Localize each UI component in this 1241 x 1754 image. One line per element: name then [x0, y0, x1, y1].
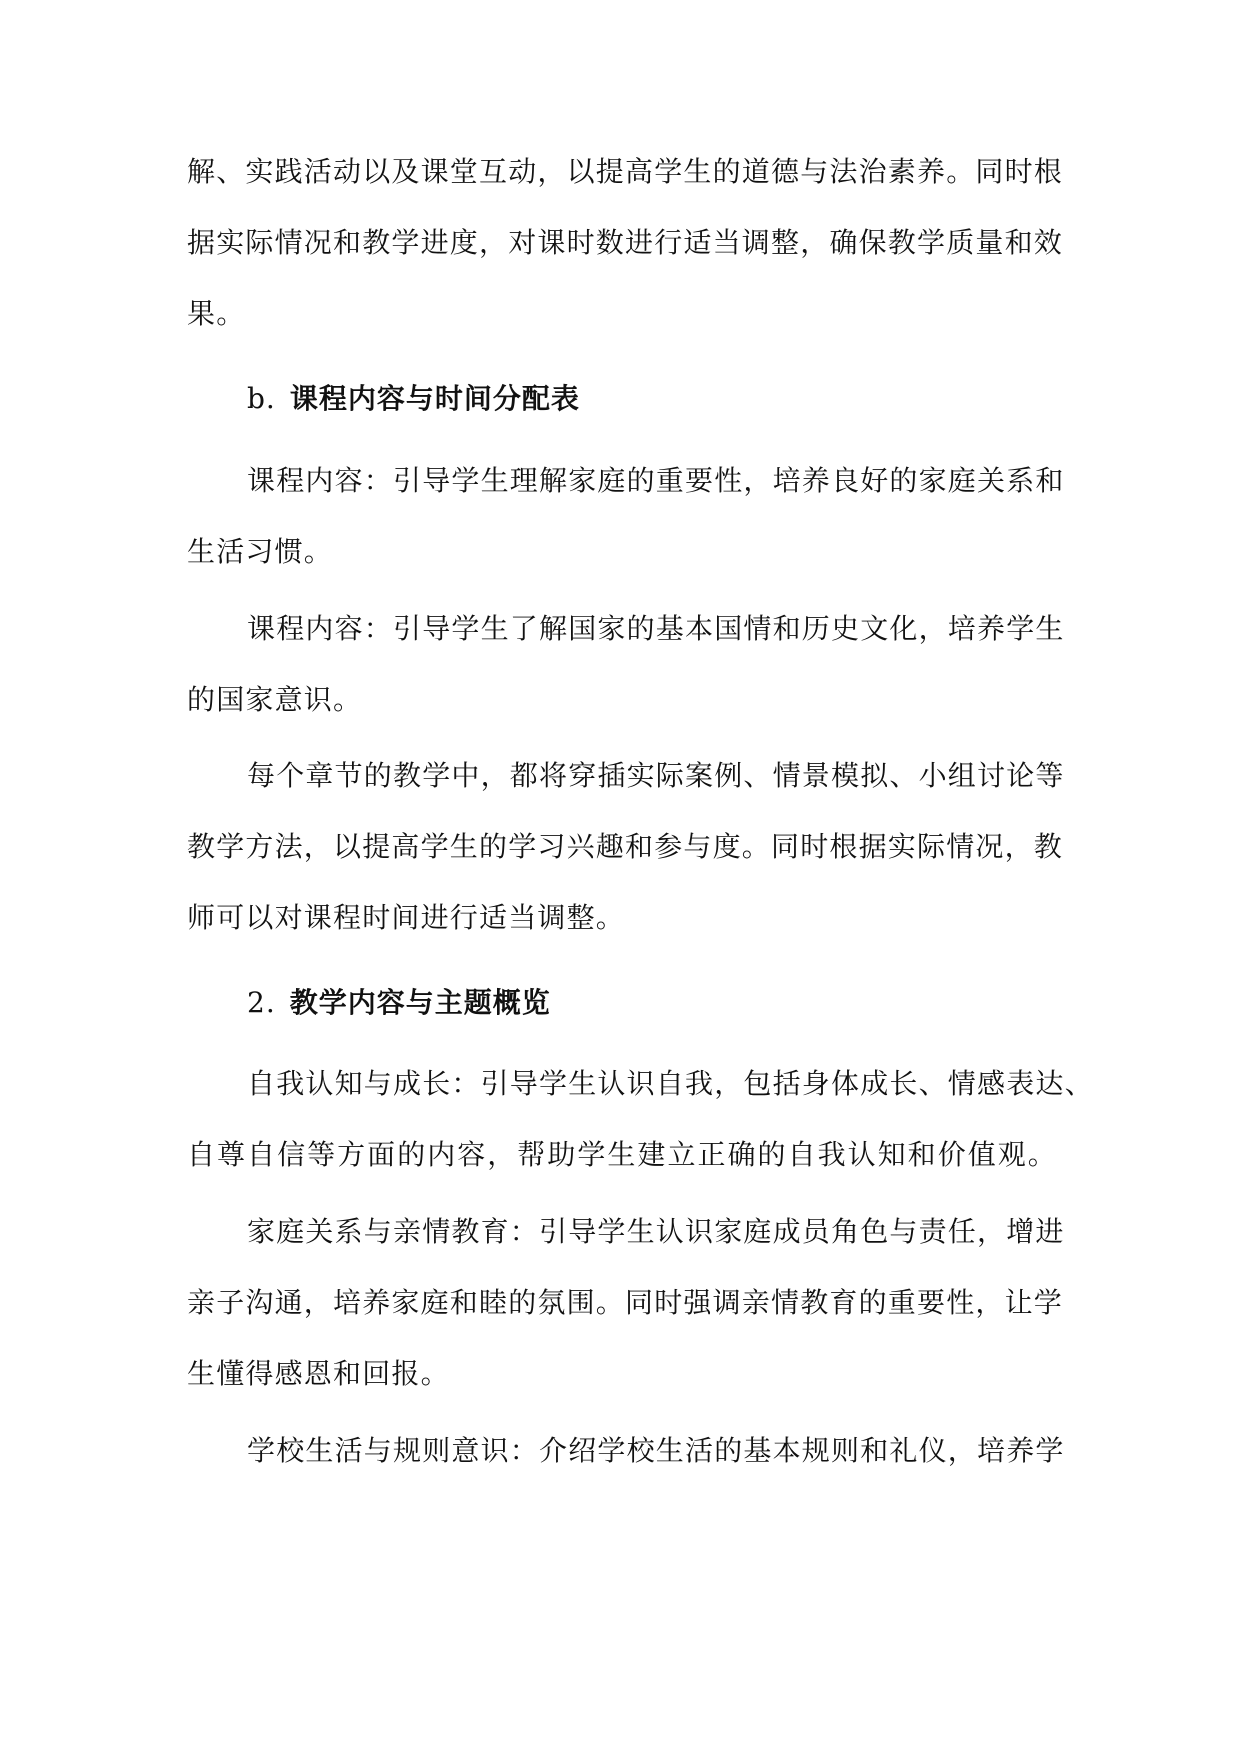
- heading-number: b.: [247, 382, 276, 415]
- heading-text: 课程内容与时间分配表: [289, 382, 580, 415]
- section-heading-2: [247, 983, 551, 1023]
- paragraph-line: 课程内容：引导学生了解国家的基本国情和历史文化，培养学生: [247, 612, 1065, 645]
- paragraph-line: 据实际情况和教学进度，对课时数进行适当调整，确保教学质量和效: [187, 226, 1064, 259]
- paragraph-line: 教学方法，以提高学生的学习兴趣和参与度。同时根据实际情况，教: [187, 830, 1064, 863]
- paragraph-line: 每个章节的教学中，都将穿插实际案例、情景模拟、小组讨论等: [247, 759, 1065, 792]
- paragraph-line: 自我认知与成长：引导学生认识自我，包括身体成长、情感表达、: [247, 1067, 1094, 1100]
- section-heading-b: [247, 379, 580, 419]
- heading-number: 2.: [247, 986, 276, 1019]
- heading-text: 教学内容与主题概览: [289, 986, 551, 1019]
- paragraph-line: 自尊自信等方面的内容，帮助学生建立正确的自我认知和价值观。: [187, 1138, 1057, 1171]
- paragraph-line: 解、实践活动以及课堂互动，以提高学生的道德与法治素养。同时根: [187, 155, 1064, 188]
- paragraph-line: 家庭关系与亲情教育：引导学生认识家庭成员角色与责任，增进: [247, 1215, 1065, 1248]
- paragraph-line: 生懂得感恩和回报。: [187, 1357, 450, 1390]
- paragraph-line: 生活习惯。: [187, 535, 334, 568]
- paragraph-line: 学校生活与规则意识：介绍学校生活的基本规则和礼仪，培养学: [247, 1434, 1065, 1467]
- paragraph-line: 亲子沟通，培养家庭和睦的氛围。同时强调亲情教育的重要性，让学: [187, 1286, 1064, 1319]
- paragraph-line: 的国家意识。: [187, 683, 363, 716]
- paragraph-line: 课程内容：引导学生理解家庭的重要性，培养良好的家庭关系和: [247, 464, 1065, 497]
- paragraph-line: 果。: [187, 297, 246, 330]
- paragraph-line: 师可以对课程时间进行适当调整。: [187, 901, 626, 934]
